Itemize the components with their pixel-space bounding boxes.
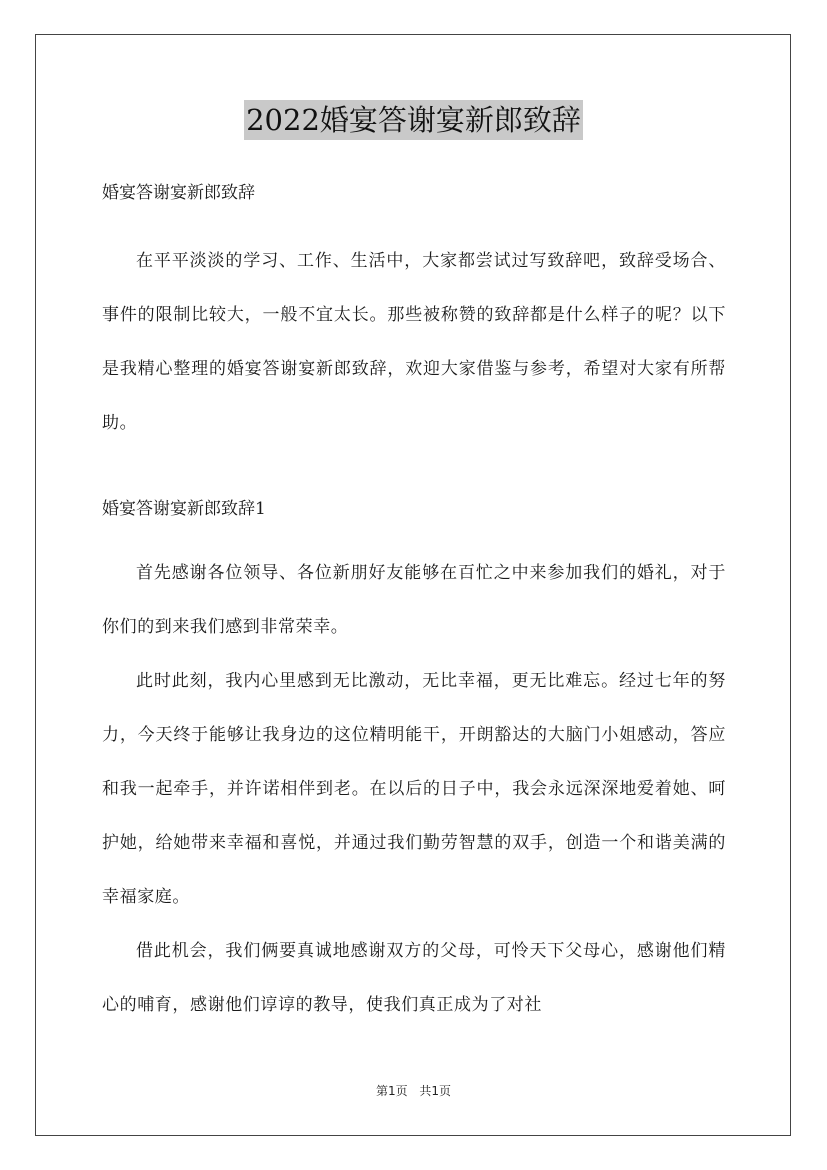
body-paragraph-2: 此时此刻，我内心里感到无比激动，无比幸福，更无比难忘。经过七年的努力，今天终于能够让我身边的这位精明能干，开朗豁达的大脑门小姐感动，答应和我一起牵手，并许诺相伴到老。在以后的日子中，我会永远深深地爱着她、呵护她，给她带来幸福和喜悦，并通过我们勤劳智慧的双手，创造一个和谐美满的幸福家庭。: [102, 671, 726, 907]
section-heading-1: 婚宴答谢宴新郎致辞1: [102, 499, 266, 519]
document-body: [102, 176, 726, 1032]
page-footer: [0, 1082, 827, 1099]
page-number: 第1页: [375, 1084, 408, 1098]
title-container: [0, 100, 827, 140]
body-paragraph-3: 借此机会，我们俩要真诚地感谢双方的父母，可怜天下父母心，感谢他们精心的哺育，感谢他们谆谆的教导，使我们真正成为了对社: [102, 941, 726, 1015]
section-heading: 婚宴答谢宴新郎致辞: [102, 183, 255, 203]
document-title: 2022婚宴答谢宴新郎致辞: [244, 100, 583, 140]
body-paragraph-1: 首先感谢各位领导、各位新朋好友能够在百忙之中来参加我们的婚礼，对于你们的到来我们感到非常荣幸。: [102, 563, 726, 637]
page-total: 共1页: [419, 1084, 452, 1098]
intro-paragraph: 在平平淡淡的学习、工作、生活中，大家都尝试过写致辞吧，致辞受场合、事件的限制比较大，一般不宜太长。那些被称赞的致辞都是什么样子的呢？以下是我精心整理的婚宴答谢宴新郎致辞，欢迎大家借鉴与参考，希望对大家有所帮助。: [102, 251, 726, 433]
